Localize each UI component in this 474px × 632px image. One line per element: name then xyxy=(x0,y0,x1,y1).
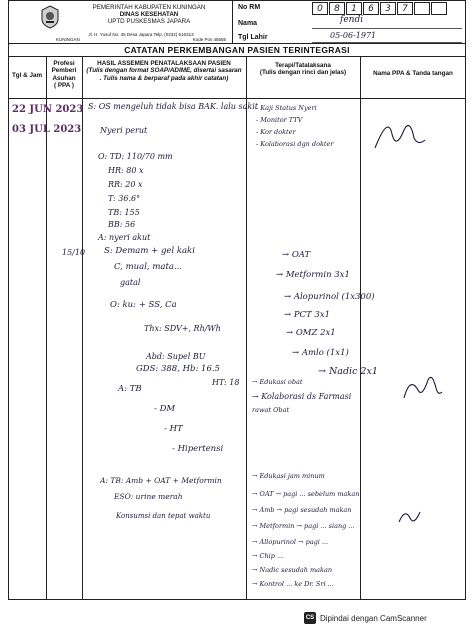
plan-2g: → Nadic 2x1 xyxy=(318,366,378,377)
institution-line-2: DINAS KESEHATAN xyxy=(119,11,179,19)
rm-digit xyxy=(414,2,430,15)
header-row-divider xyxy=(8,98,466,99)
therapy-1a: - Kaji Status Nyeri xyxy=(256,104,317,112)
form-code: Kode Pos 45555 xyxy=(192,37,226,42)
note-s1b: Nyeri perut xyxy=(100,126,148,135)
institution-address xyxy=(46,32,236,42)
note-o2b: Thx: SDV+, Rh/Wh xyxy=(144,324,221,333)
ppa-signature-2-icon xyxy=(400,368,444,408)
note-o2e: HT: 18 xyxy=(212,378,240,387)
note-o2c: Abd: Supel BU xyxy=(146,352,206,361)
col-hasil xyxy=(86,60,242,82)
plan-2f: → Amlo (1x1) xyxy=(292,348,349,358)
header-divider xyxy=(232,0,233,44)
plan-2c: → Alopurinol (1x300) xyxy=(284,292,375,302)
tgl-lahir-value: 05-06-1971 xyxy=(330,31,377,40)
rm-digit xyxy=(431,2,447,15)
note-o1d: T: 36.6° xyxy=(108,194,141,203)
date-stamp-2: 03 JUL 2023 xyxy=(12,124,82,135)
camscanner-badge-icon: CS xyxy=(304,612,316,624)
nama-line xyxy=(312,28,462,29)
therapy-1b: - Monitor TTV xyxy=(256,116,303,124)
note-a2b: - DM xyxy=(154,404,176,414)
plan-3c: → Amb → pagi sesudah makan xyxy=(252,506,352,514)
rm-digit: 6 xyxy=(363,2,379,15)
plan-2h: → Edukasi obat xyxy=(252,378,303,386)
column-divider xyxy=(246,57,247,600)
plan-2b: → Metformin 3x1 xyxy=(276,270,350,280)
rm-digit: 7 xyxy=(397,2,413,15)
form-title: CATATAN PERKEMBANGAN PASIEN TERINTEGRASI xyxy=(8,44,466,57)
institution-line-1: PEMERINTAH KABUPATEN KUNINGAN xyxy=(92,4,206,11)
plan-3b: → OAT → pagi ... sebelum makan xyxy=(252,490,360,498)
no-rm-label: No RM xyxy=(238,4,261,11)
note-o1c: RR: 20 x xyxy=(108,180,143,189)
rm-digit: 0 xyxy=(312,2,328,15)
rm-digit: 1 xyxy=(346,2,362,15)
note-s2: S: Demam + gel kaki xyxy=(104,246,195,256)
note-o2d: GDS: 388, Hb: 16.5 xyxy=(136,364,220,374)
note-a1: A: nyeri akut xyxy=(98,233,151,242)
note-s2c: gatal xyxy=(120,278,141,287)
plan-2i: → Kolaborasi ds Farmasi xyxy=(252,392,352,401)
note-o1f: BB: 56 xyxy=(108,220,136,229)
note-a2d: - Hipertensi xyxy=(172,444,224,454)
therapy-1c: - Kor dokter xyxy=(256,128,296,136)
col-terapi xyxy=(250,62,356,77)
tgl-lahir-line xyxy=(312,42,462,43)
plan-3g: → Nadic sesudah makan xyxy=(252,566,333,574)
plan-3a: → Edukasi jam minum xyxy=(252,472,325,480)
ppa-signature-3-icon xyxy=(396,504,426,528)
col-nama-ppa: Nama PPA & Tanda tangan xyxy=(373,70,453,77)
plan-2e: → OMZ 2x1 xyxy=(286,328,336,338)
column-divider xyxy=(46,57,47,600)
plan-3f: → Chip ... xyxy=(252,552,284,560)
note-a2: A: TB xyxy=(118,384,142,394)
regency-logo-icon xyxy=(40,5,60,29)
institution-name xyxy=(64,4,234,26)
address-city: KUNINGAN xyxy=(56,37,80,42)
note-o1: O: TD: 110/70 mm xyxy=(98,152,173,161)
plan-3d: → Metformin → pagi ... siang ... xyxy=(252,522,355,530)
col-ppa xyxy=(46,60,82,90)
note-o2: O: ku: + SS, Ca xyxy=(110,300,177,310)
note-s1: S: OS mengeluh tidak bisa BAK. lalu sakit xyxy=(88,102,258,111)
plan-2a: → OAT xyxy=(282,250,311,260)
col-hasil-line2: (Tulis dengan format SOAP/ADIME, disertai sasaran . Tulis nama & berparaf pada akhir catatan) xyxy=(86,67,242,82)
plan-3h: → Kontrol ... ke Dr. Sri ... xyxy=(252,580,334,588)
plan-2j: rawat Obat xyxy=(252,406,290,414)
note-s3c: Konsumsi dan tepat waktu xyxy=(116,512,211,520)
nama-label: Nama xyxy=(238,20,258,27)
col-tgl-jam: Tgl & Jam xyxy=(11,72,43,79)
column-divider xyxy=(82,57,83,600)
tgl-lahir-label: Tgl Lahir xyxy=(238,34,268,41)
col-ppa-line2: ( PPA ) xyxy=(54,82,74,90)
note-s2b: C, mual, mata... xyxy=(114,262,183,272)
ppa-signature-1-icon xyxy=(370,110,430,156)
col-terapi-line1: Terapi/Tatalaksana xyxy=(275,62,331,69)
rm-digit: 3 xyxy=(380,2,396,15)
rm-digit: 8 xyxy=(329,2,345,15)
institution-line-3: UPTD PUSKESMAS JAPARA xyxy=(107,18,191,26)
date-stamp-1: 22 JUN 2023 xyxy=(12,104,84,115)
column-divider xyxy=(360,57,361,600)
camscanner-watermark xyxy=(304,612,427,624)
address-line: Jl. H. Yusuf No. 45 Desa Japara Telp. (0232) 616313 xyxy=(88,32,194,37)
note-s3: A: TB: Amb + OAT + Metformin xyxy=(100,476,222,485)
time-1: 15/10 xyxy=(62,248,86,257)
col-terapi-line2: (Tulis dengan rinci dan jelas) xyxy=(259,69,347,77)
plan-2d: → PCT 3x1 xyxy=(284,310,331,320)
note-o1b: HR: 80 x xyxy=(108,166,144,175)
plan-3e: → Allopurinol → pagi ... xyxy=(252,538,329,546)
camscanner-text: Dipindai dengan CamScanner xyxy=(320,613,427,623)
col-ppa-line1: Profesi Pemberi Asuhan xyxy=(51,60,77,82)
no-rm-boxes xyxy=(312,2,448,15)
note-s3b: ESO: urine merah xyxy=(114,492,183,501)
note-o1e: TB: 155 xyxy=(108,208,140,217)
col-hasil-line1: HASIL ASSEMEN PENATALAKSAAN PASIEN xyxy=(97,60,231,67)
therapy-1d: - Kolaborasi dgn dokter xyxy=(256,140,334,148)
nama-value: fendi xyxy=(340,15,364,25)
note-a2c: - HT xyxy=(164,424,183,434)
